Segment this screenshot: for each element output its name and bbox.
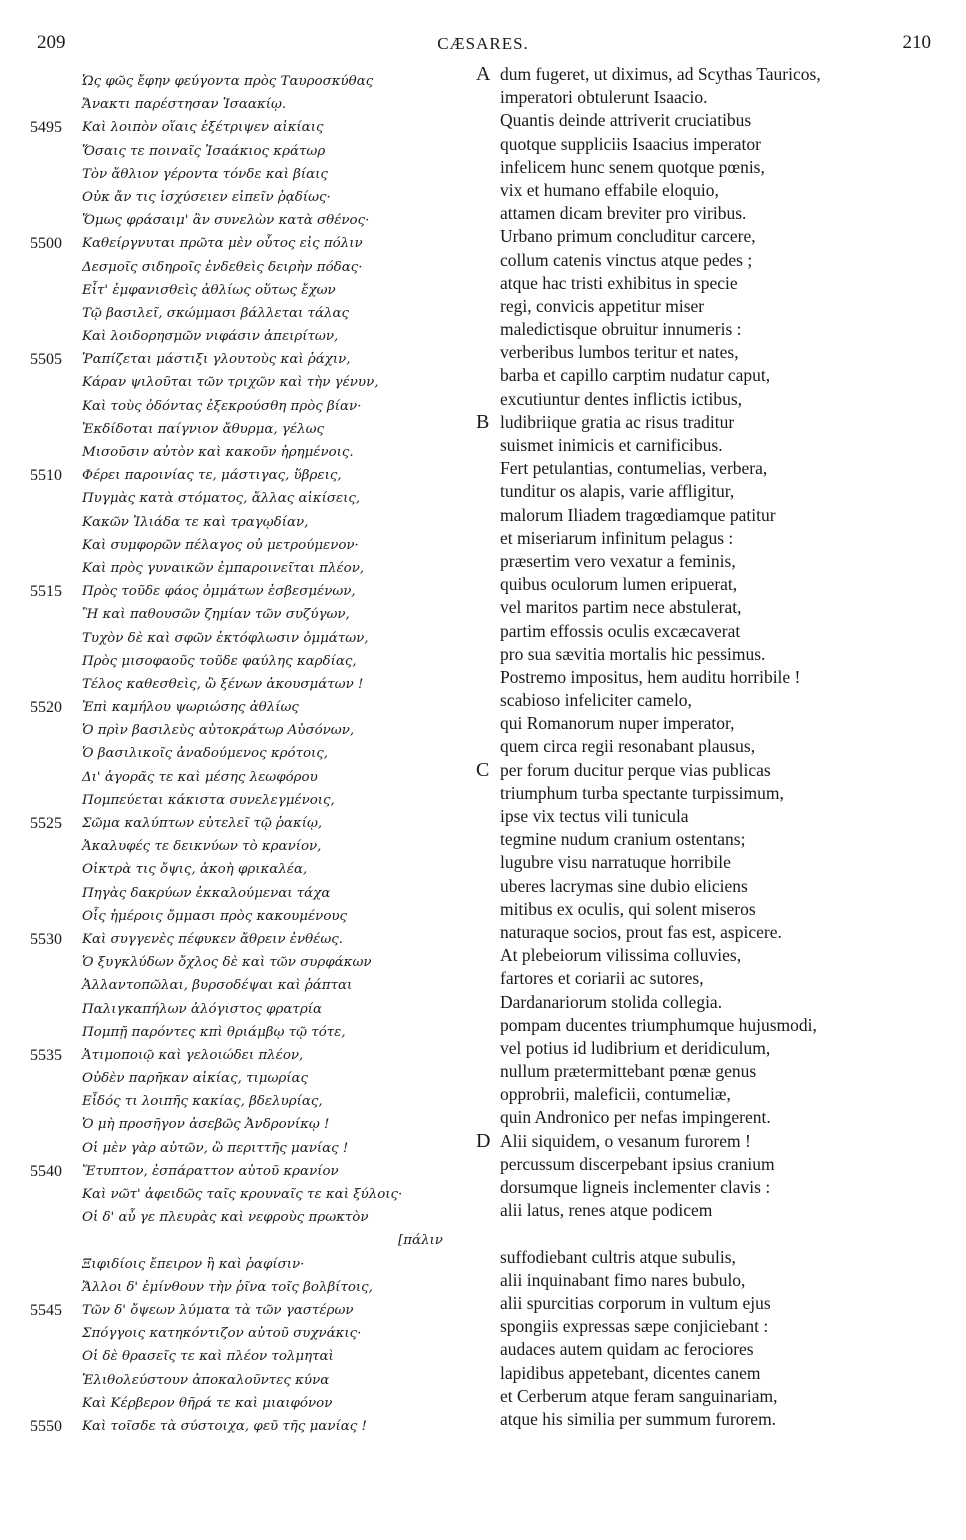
latin-verse-line: [500, 944, 960, 967]
greek-verse-text: Ὅμως φράσαιμ' ἂν συνελὼν κατὰ σθένος·: [82, 213, 370, 229]
greek-verse-line: [30, 1183, 470, 1206]
latin-verse-text: per forum ducitur perque vias publicas: [500, 759, 771, 780]
latin-verse-text: mitibus ex oculis, qui solent miseros: [500, 898, 756, 919]
greek-verse-text: Οἱ δὲ θρασεῖς τε καὶ πλέον τολμηταὶ: [82, 1349, 334, 1365]
latin-verse-line: [500, 620, 960, 643]
greek-verse-line: [30, 1276, 470, 1299]
latin-verse-line: [500, 991, 960, 1014]
greek-verse-text: Ὁ βασιλικοῖς ἀναδούμενος κρότοις,: [82, 746, 329, 762]
latin-verse-text: maledictisque obruitur innumeris :: [500, 319, 742, 340]
latin-verse-text: imperatori obtulerunt Isaacio.: [500, 87, 708, 108]
latin-verse-text: infelicem hunc senem quotque pœnis,: [500, 156, 765, 177]
latin-verse-line: [476, 410, 960, 434]
latin-verse-text: partim effossis oculis excæcaverat: [500, 620, 741, 641]
greek-verse-line: [30, 998, 470, 1021]
latin-verse-text: Urbano primum concluditur carcere,: [500, 226, 756, 247]
greek-verse-line: [30, 858, 470, 881]
greek-verse-text: Ὁ μὴ προσῆγον ἀσεβῶς Ἀνδρονίκῳ !: [82, 1117, 330, 1133]
latin-blank-line: [500, 1222, 960, 1245]
greek-verse-line: [30, 1369, 470, 1392]
greek-verse-line: [30, 464, 470, 487]
greek-verse-text: Ἀτιμοποιῷ καὶ γελοιώδει πλέον,: [82, 1047, 304, 1063]
greek-verse-text: Οἱ δ' αὖ γε πλευρὰς καὶ νεφροὺς πρωκτὸν: [82, 1210, 369, 1226]
greek-verse-text: Δεσμοῖς σιδηροῖς ἐνδεθεὶς δειρὴν πόδας·: [82, 259, 363, 275]
greek-verse-line: [30, 580, 470, 603]
greek-verse-text: Τὸν ἄθλιον γέροντα τόνδε καὶ βίαις: [82, 166, 328, 182]
latin-verse-line: [500, 735, 960, 758]
latin-verse-line: [500, 1269, 960, 1292]
greek-verse-text: Κακῶν Ἰλιάδα τε καὶ τραγῳδίαν,: [82, 514, 309, 530]
verse-number: 5525: [30, 815, 62, 832]
greek-verse-text: Ἄνακτι παρέστησαν Ἰσαακίῳ.: [82, 97, 287, 113]
latin-verse-line: [500, 921, 960, 944]
greek-verse-text: Ἢ καὶ παθουσῶν ζημίαν τῶν συζύγων,: [82, 607, 350, 623]
verse-number: 5500: [30, 235, 62, 253]
greek-verse-text: Ῥαπίζεται μάστιξι γλουτοὺς καὶ ῥάχιν,: [82, 352, 351, 368]
verse-number: 5510: [30, 467, 62, 485]
latin-verse-line: [500, 318, 960, 341]
greek-verse-line: [30, 1322, 470, 1345]
latin-verse-text: Alii siquidem, o vesanum furorem !: [500, 1130, 751, 1151]
latin-verse-text: percussum discerpebant ipsius cranium: [500, 1153, 775, 1174]
greek-verse-line: [30, 487, 470, 510]
greek-verse-line: [30, 905, 470, 928]
latin-verse-text: tunditur os alapis, varie affligitur,: [500, 481, 735, 502]
greek-verse-text: Ὁ ξυγκλύδων ὄχλος δὲ καὶ τῶν συρφάκων: [82, 955, 372, 971]
greek-verse-text: Σπόγγοις κατηκόντιζον αὐτοῦ συχνάκις·: [82, 1326, 362, 1342]
latin-verse-text: pompam ducentes triumphumque hujusmodi,: [500, 1014, 817, 1035]
greek-verse-line: [30, 1229, 470, 1252]
greek-verse-text: Πυγμὰς κατὰ στόματος, ἄλλας αἰκίσεις,: [82, 491, 361, 507]
greek-verse-line: [30, 116, 470, 139]
latin-verse-text: fartores et coriarii ac sutores,: [500, 968, 704, 989]
latin-verse-text: barba et capillo carptim nudatur caput,: [500, 365, 771, 386]
latin-verse-line: [500, 202, 960, 225]
greek-verse-line: [30, 951, 470, 974]
latin-verse-text: naturaque socios, prout fas est, aspicere.: [500, 921, 782, 942]
latin-verse-text: dum fugeret, ut diximus, ad Scythas Tauricos,: [500, 64, 821, 84]
latin-verse-text: ludibriique gratia ac risus traditur: [500, 411, 735, 432]
greek-verse-text: Εἶδός τι λοιπῆς κακίας, βδελυρίας,: [82, 1094, 323, 1110]
latin-verse-line: [500, 1060, 960, 1083]
latin-verse-line: [500, 225, 960, 248]
greek-verse-line: [30, 348, 470, 371]
greek-verse-line: [30, 603, 470, 626]
greek-verse-line: [30, 441, 470, 464]
latin-verse-line: [500, 1106, 960, 1129]
latin-verse-text: pro sua sævitia mortalis hic pessimus.: [500, 643, 766, 664]
greek-verse-line: [30, 1299, 470, 1322]
latin-verse-text: Postremo impositus, hem auditu horribile !: [500, 666, 801, 687]
greek-verse-text: Οἰκτρὰ τις ὄψις, ἀκοὴ φρικαλέα,: [82, 862, 308, 878]
latin-verse-line: [500, 457, 960, 480]
verse-number: 5520: [30, 699, 62, 717]
latin-verse-line: [500, 388, 960, 411]
latin-verse-line: [500, 828, 960, 851]
greek-verse-line: [30, 534, 470, 557]
greek-verse-text: Καὶ τοὺς ὀδόντας ἐξεκρούσθη πρὸς βίαν·: [82, 398, 362, 414]
latin-verse-text: et Cerberum atque feram sanguinariam,: [500, 1385, 778, 1406]
latin-verse-line: [500, 156, 960, 179]
greek-verse-line: [30, 742, 470, 765]
page-number-right: 210: [902, 32, 931, 53]
latin-verse-line: [500, 133, 960, 156]
greek-verse-line: [30, 418, 470, 441]
latin-verse-text: audaces autem quidam ac ferociores: [500, 1339, 754, 1360]
greek-verse-line: [30, 696, 470, 719]
greek-verse-text: Ὁ πρὶν βασιλεὺς αὐτοκράτωρ Αὐσόνων,: [82, 723, 355, 739]
greek-verse-text: Τῶν δ' ὄψεων λύματα τὰ τῶν γαστέρων: [82, 1302, 354, 1318]
greek-verse-line: [30, 325, 470, 348]
greek-verse-line: [30, 1021, 470, 1044]
section-marker: B: [476, 410, 490, 433]
greek-verse-line: [30, 140, 470, 163]
greek-verse-text: Οὐκ ἄν τις ἰσχύσειεν εἰπεῖν ῥᾳδίως·: [82, 189, 331, 205]
latin-verse-text: quin Andronico per nefas impingerent.: [500, 1107, 771, 1128]
greek-verse-text: Καὶ λοιδορησμῶν νιφάσιν ἀπειρίτων,: [82, 329, 339, 345]
latin-verse-line: [500, 295, 960, 318]
greek-verse-text: Τυχὸν δὲ καὶ σφῶν ἐκτόφλωσιν ὀμμάτων,: [82, 630, 369, 646]
latin-verse-text: et miseriarum infinitum pelagus :: [500, 527, 734, 548]
greek-verse-text: Ἄλλοι δ' ἐμίνθουν τὴν ῥῖνα τοῖς βολβίτοις,: [82, 1279, 373, 1295]
greek-verse-line: [30, 928, 470, 951]
latin-verse-line: [500, 272, 960, 295]
greek-verse-text: Καὶ Κέρβερον θῆρά τε καὶ μιαιφόνον: [82, 1395, 333, 1411]
latin-verse-line: [500, 1176, 960, 1199]
latin-verse-line: [500, 1199, 960, 1222]
latin-verse-text: suismet inimicis et carnificibus.: [500, 435, 723, 455]
latin-verse-line: [500, 364, 960, 387]
greek-verse-text: Ὡς φῶς ἔφην φεύγοντα πρὸς Ταυροσκύθας: [82, 74, 374, 89]
greek-verse-text: Ἐλιθολεύστουν ἀποκαλοῦντες κύνα: [82, 1372, 330, 1388]
greek-verse-text: Κάραν ψιλοῦται τῶν τριχῶν καὶ τὴν γένυν,: [82, 375, 379, 391]
greek-text-column: [30, 70, 470, 1438]
greek-verse-line: [30, 279, 470, 302]
latin-verse-text: At plebeiorum vilissima colluvies,: [500, 945, 742, 966]
latin-verse-text: malorum Iliadem tragœdiamque patitur: [500, 504, 776, 525]
greek-verse-line: [30, 232, 470, 255]
greek-verse-text: Οὐδὲν παρῆκαν αἰκίας, τιμωρίας: [82, 1071, 309, 1087]
greek-verse-text: Μισοῦσιν αὐτὸν καὶ κακοῦν ἠρημένοις.: [82, 445, 354, 460]
verse-number: 5550: [30, 1417, 62, 1435]
latin-verse-line: [500, 712, 960, 735]
latin-verse-line: [500, 851, 960, 874]
greek-verse-line: [30, 70, 470, 93]
latin-verse-text: triumphum turba spectante turpissimum,: [500, 782, 784, 803]
latin-verse-text: dorsumque ligneis inclementer clavis :: [500, 1177, 771, 1197]
greek-verse-text: Καὶ λοιπὸν οἵαις ἐξέτριψεν αἰκίαις: [82, 120, 324, 136]
latin-verse-line: [500, 643, 960, 666]
section-marker: A: [476, 63, 491, 85]
greek-verse-line: [30, 302, 470, 325]
greek-verse-line: [30, 719, 470, 742]
greek-verse-line: [30, 812, 470, 835]
latin-verse-text: qui Romanorum nuper imperator,: [500, 713, 735, 734]
greek-verse-line: [30, 1392, 470, 1415]
latin-verse-line: [500, 1014, 960, 1037]
verse-number: 5515: [30, 583, 62, 601]
greek-verse-text: Πρὸς μισοφαοῦς τοῦδε φαύλης καρδίας,: [82, 653, 357, 669]
greek-verse-text: Εἶτ' ἐμφανισθεὶς ἀθλίως οὕτως ἔχων: [82, 282, 336, 298]
verse-number: 5545: [30, 1301, 62, 1319]
latin-verse-line: [476, 758, 960, 782]
latin-verse-text: quem circa regii resonabant plausus,: [500, 736, 756, 757]
latin-verse-text: nullum prætermittebant pœnæ genus: [500, 1061, 757, 1082]
greek-verse-text: Πρὸς τοῦδε φάος ὀμμάτων ἐσβεσμένων,: [82, 584, 356, 600]
latin-verse-text: attamen dicam breviter pro viribus.: [500, 203, 747, 224]
greek-verse-text: Καὶ νῶτ' ἀφειδῶς ταῖς κρουναῖς τε καὶ ξύλοις·: [82, 1187, 403, 1202]
latin-verse-text: atque hac tristi exhibitus in specie: [500, 272, 738, 293]
latin-verse-text: alii latus, renes atque podicem: [500, 1200, 713, 1221]
latin-verse-line: [500, 550, 960, 573]
greek-verse-line: [30, 371, 470, 394]
latin-verse-text: opprobrii, maleficii, contumeliæ,: [500, 1084, 731, 1105]
greek-verse-line: [30, 256, 470, 279]
latin-verse-line: [500, 341, 960, 364]
greek-verse-line: [30, 1253, 470, 1276]
greek-verse-text: Τῷ βασιλεῖ, σκώμμασι βάλλεται τάλας: [82, 305, 350, 321]
greek-verse-line: [30, 650, 470, 673]
latin-verse-line: [500, 875, 960, 898]
latin-verse-line: [500, 1083, 960, 1106]
latin-verse-text: quibus oculorum lumen eripuerat,: [500, 574, 738, 595]
latin-verse-line: [500, 805, 960, 828]
latin-verse-line: [500, 1037, 960, 1060]
greek-verse-line: [30, 1160, 470, 1183]
greek-verse-text: Καὶ συγγενὲς πέφυκεν ἄθρειν ἐνθέως.: [82, 931, 344, 947]
greek-verse-line: [30, 93, 470, 116]
latin-verse-line: [500, 689, 960, 712]
greek-verse-text: Πηγὰς δακρύων ἐκκαλούμεναι τάχα: [82, 885, 331, 901]
greek-verse-text: Καθείργνυται πρῶτα μὲν οὗτος εἰς πόλιν: [82, 236, 363, 252]
latin-verse-text: collum catenis vinctus atque pedes ;: [500, 249, 753, 270]
latin-verse-line: [500, 1362, 960, 1385]
greek-verse-text: [πάλιν: [398, 1233, 443, 1249]
latin-verse-text: quotque suppliciis Isaacius imperator: [500, 133, 761, 154]
greek-verse-text: Ἐπὶ καμήλου ψωριώσης ἀθλίως: [82, 700, 299, 716]
greek-verse-text: Ὅσαις τε ποιναῖς Ἰσαάκιος κράτωρ: [82, 143, 326, 159]
latin-verse-line: [500, 480, 960, 503]
latin-verse-line: [500, 1338, 960, 1361]
greek-verse-line: [30, 673, 470, 696]
latin-verse-text: lapidibus appetebant, dicentes canem: [500, 1362, 761, 1383]
latin-verse-line: [476, 63, 960, 86]
latin-verse-text: lugubre visu narratuque horribile: [500, 852, 731, 873]
greek-verse-text: Ἀκαλυφές τε δεικνύων τὸ κρανίον,: [82, 839, 322, 855]
latin-verse-text: excutiuntur dentes inflictis ictibus,: [500, 388, 743, 409]
latin-verse-text: atque his similia per summum furorem.: [500, 1408, 777, 1429]
greek-verse-line: [30, 1345, 470, 1368]
latin-verse-text: regi, convicis appetitur miser: [500, 295, 705, 316]
latin-verse-text: Quantis deinde attriverit cruciatibus: [500, 110, 752, 131]
greek-verse-line: [30, 1113, 470, 1136]
greek-verse-line: [30, 186, 470, 209]
greek-verse-text: Τέλος καθεσθεὶς, ὢ ξένων ἀκουσμάτων !: [82, 676, 364, 692]
latin-verse-text: vel potius id ludibrium et deridiculum,: [500, 1037, 771, 1058]
latin-verse-line: [500, 573, 960, 596]
verse-number: 5530: [30, 930, 62, 948]
latin-verse-line: [500, 179, 960, 202]
latin-verse-line: [500, 1315, 960, 1338]
latin-verse-text: præsertim vero vexatur a feminis,: [500, 550, 736, 571]
latin-verse-text: uberes lacrymas sine dubio eliciens: [500, 875, 748, 896]
latin-verse-text: ipse vix tectus vili tunicula: [500, 806, 689, 826]
greek-verse-text: Καὶ συμφορῶν πέλαγος οὐ μετρούμενον·: [82, 537, 359, 553]
greek-verse-line: [30, 557, 470, 580]
greek-verse-line: [30, 1090, 470, 1113]
greek-verse-text: Ἀλλαντοπῶλαι, βυρσοδέψαι καὶ ῥάπται: [82, 978, 353, 994]
latin-verse-line: [500, 1246, 960, 1269]
latin-verse-text: spongiis expressas sæpe conjiciebant :: [500, 1316, 769, 1337]
greek-verse-line: [30, 882, 470, 905]
latin-verse-line: [500, 898, 960, 921]
greek-verse-text: Δι' ἀγορᾶς τε καὶ μέσης λεωφόρου: [82, 769, 318, 785]
running-title: CÆSARES.: [437, 34, 529, 53]
latin-verse-text: Dardanariorum stolida collegia.: [500, 991, 723, 1012]
greek-verse-line: [30, 395, 470, 418]
greek-verse-line: [30, 209, 470, 232]
latin-verse-text: scabioso infeliciter camelo,: [500, 690, 692, 711]
greek-verse-line: [30, 835, 470, 858]
greek-verse-line: [30, 627, 470, 650]
verse-number: 5505: [30, 351, 62, 369]
latin-verse-text: vix et humano effabile eloquio,: [500, 179, 719, 200]
greek-verse-line: [30, 1067, 470, 1090]
greek-verse-text: Σῶμα καλύπτων εὐτελεῖ τῷ ῥακίῳ,: [82, 816, 323, 831]
greek-verse-line: [30, 1137, 470, 1160]
latin-verse-line: [500, 666, 960, 689]
greek-verse-text: Οἱ μὲν γὰρ αὐτῶν, ὢ περιττῆς μανίας !: [82, 1140, 349, 1156]
greek-verse-text: Καὶ τοῖσδε τὰ σύστοιχα, φεῦ τῆς μανίας !: [82, 1418, 367, 1434]
latin-verse-line: [476, 1129, 960, 1153]
latin-verse-text: verberibus lumbos teritur et nates,: [500, 342, 739, 363]
greek-verse-text: Ἔτυπτον, ἐσπάραττον αὐτοῦ κρανίον: [82, 1163, 339, 1179]
page-number-left: 209: [37, 32, 66, 53]
greek-verse-line: [30, 1206, 470, 1229]
greek-verse-text: Ἐκδίδοται παίγνιον ἄθυρμα, γέλως: [82, 421, 325, 437]
greek-verse-text: Φέρει παροινίας τε, μάστιγας, ὕβρεις,: [82, 468, 342, 484]
latin-text-column: [476, 63, 960, 1431]
latin-verse-line: [500, 434, 960, 457]
greek-verse-line: [30, 766, 470, 789]
greek-verse-text: Πομπῇ παρόντες κπὶ θριάμβῳ τῷ τότε,: [82, 1024, 346, 1040]
verse-number: 5540: [30, 1162, 62, 1180]
latin-verse-line: [500, 1292, 960, 1315]
latin-verse-line: [500, 109, 960, 132]
latin-verse-text: suffodiebant cultris atque subulis,: [500, 1246, 736, 1267]
latin-verse-line: [500, 967, 960, 990]
greek-verse-text: Οἷς ἡμέροις ὄμμασι πρὸς κακουμένους: [82, 908, 348, 924]
greek-verse-line: [30, 974, 470, 997]
latin-verse-line: [500, 782, 960, 805]
greek-verse-line: [30, 789, 470, 812]
verse-number: 5495: [30, 119, 62, 137]
greek-verse-line: [30, 511, 470, 534]
latin-verse-text: Fert petulantias, contumelias, verbera,: [500, 458, 768, 479]
greek-verse-line: [30, 1044, 470, 1067]
latin-verse-text: vel maritos partim nece abstulerat,: [500, 597, 742, 618]
section-marker: C: [476, 758, 490, 781]
greek-verse-text: Ξιφιδίοις ἔπειρον ἢ καὶ ῥαφίσιν·: [82, 1256, 305, 1272]
greek-verse-line: [30, 163, 470, 186]
page-header: [0, 32, 966, 60]
greek-verse-text: Καὶ πρὸς γυναικῶν ἐμπαροινεῖται πλέον,: [82, 560, 365, 576]
verse-number: 5535: [30, 1046, 62, 1064]
latin-verse-line: [500, 86, 960, 109]
greek-verse-line: [30, 1415, 470, 1438]
latin-verse-line: [500, 1153, 960, 1176]
latin-verse-line: [500, 249, 960, 272]
greek-verse-text: Πομπεύεται κάκιστα συνελεγμένοις,: [82, 792, 335, 808]
latin-verse-text: alii inquinabant fimo nares bubulo,: [500, 1269, 746, 1290]
latin-verse-line: [500, 596, 960, 619]
section-marker: D: [476, 1129, 491, 1152]
latin-verse-text: tegmine nudum cranium ostentans;: [500, 829, 746, 850]
latin-verse-line: [500, 1385, 960, 1408]
latin-verse-line: [500, 504, 960, 527]
greek-verse-text: Παλιγκαπήλων ἀλόγιστος φρατρία: [82, 1001, 322, 1017]
latin-verse-line: [500, 1408, 960, 1431]
latin-verse-text: alii spurcitias corporum in vultum ejus: [500, 1292, 771, 1313]
latin-verse-line: [500, 527, 960, 550]
